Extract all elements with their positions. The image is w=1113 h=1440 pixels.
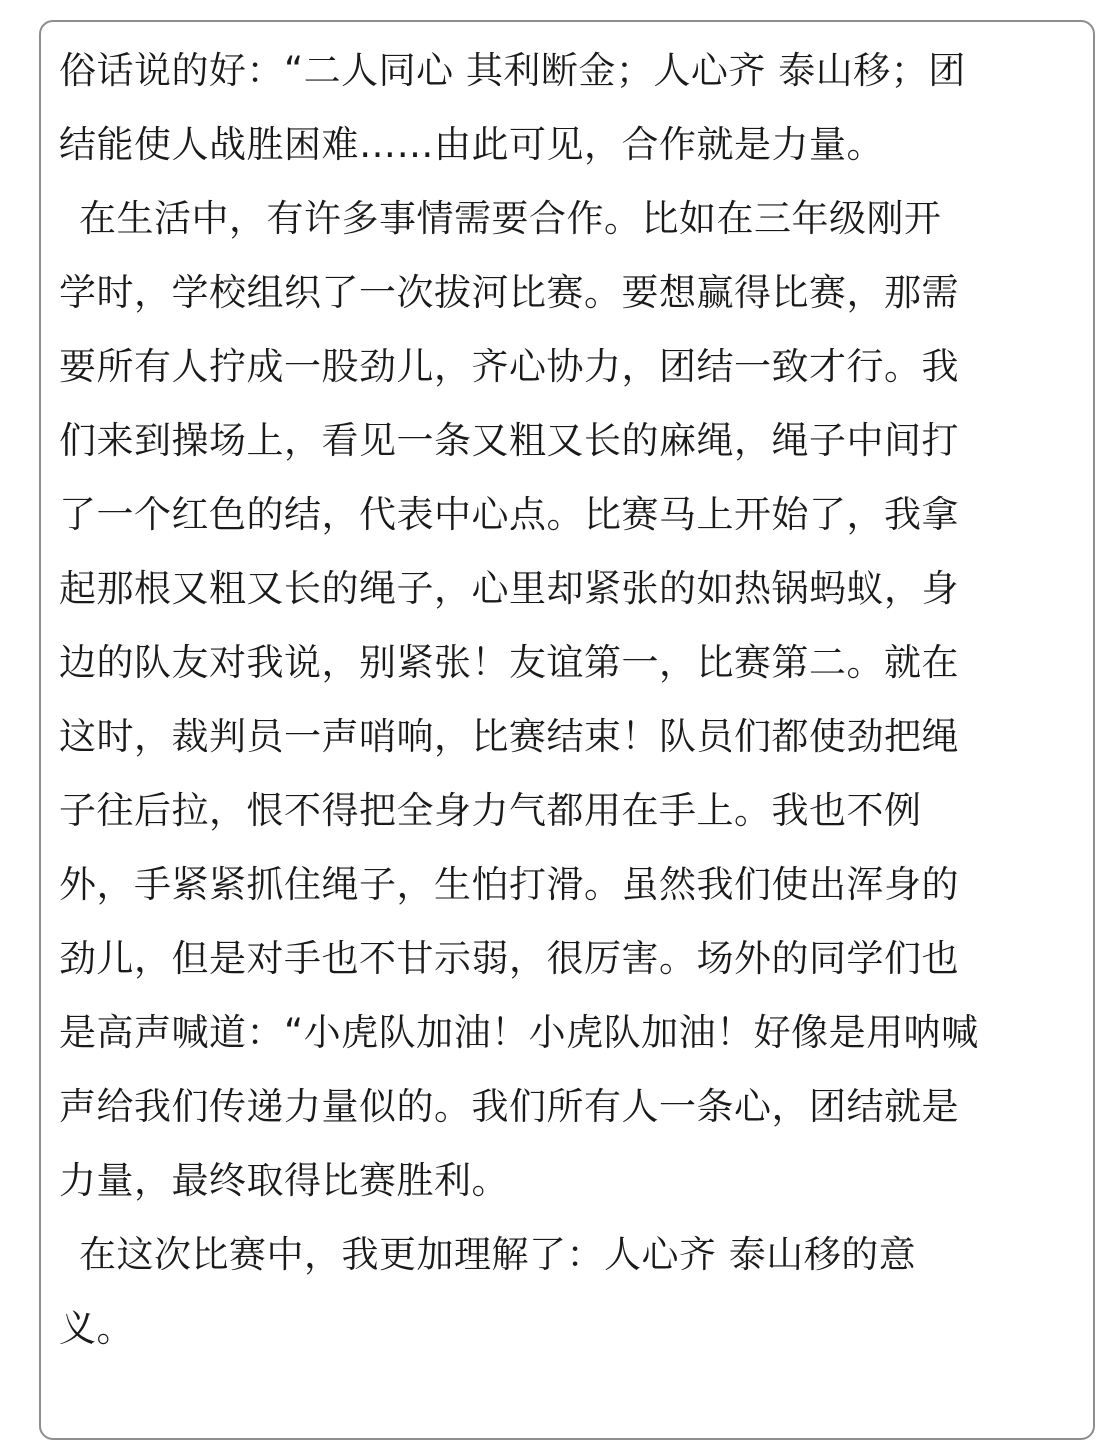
text-box (39, 20, 1095, 1440)
essay-line: 要所有人拧成一股劲儿，齐心协力，团结一致才行。我 (59, 345, 959, 388)
essay-line: 这时，裁判员一声哨响，比赛结束！队员们都使劲把绳 (59, 715, 959, 758)
essay-line: 起那根又粗又长的绳子，心里却紧张的如热锅蚂蚁，身 (59, 567, 959, 610)
essay-line: 外，手紧紧抓住绳子，生怕打滑。虽然我们使出浑身的 (59, 863, 959, 906)
essay-line: 义。 (59, 1307, 134, 1350)
essay-line: 劲儿，但是对手也不甘示弱，很厉害。场外的同学们也 (59, 937, 959, 980)
essay-line: 声给我们传递力量似的。我们所有人一条心，团结就是 (59, 1085, 959, 1128)
essay-line: 是高声喊道：“小虎队加油！小虎队加油！好像是用呐喊 (59, 1011, 979, 1054)
essay-line: 边的队友对我说，别紧张！友谊第一，比赛第二。就在 (59, 641, 959, 684)
essay-text (59, 34, 1079, 1366)
essay-line: 俗话说的好：“二人同心 其利断金；人心齐 泰山移；团 (59, 49, 966, 92)
essay-line: 了一个红色的结，代表中心点。比赛马上开始了，我拿 (59, 493, 959, 536)
essay-line: 力量，最终取得比赛胜利。 (59, 1159, 509, 1202)
essay-line: 在生活中，有许多事情需要合作。比如在三年级刚开 (79, 197, 942, 240)
essay-line: 子往后拉，恨不得把全身力气都用在手上。我也不例 (59, 789, 922, 832)
essay-line: 们来到操场上，看见一条又粗又长的麻绳，绳子中间打 (59, 419, 959, 462)
essay-line: 学时，学校组织了一次拔河比赛。要想赢得比赛，那需 (59, 271, 959, 314)
essay-line: 结能使人战胜困难……由此可见，合作就是力量。 (59, 123, 884, 166)
essay-line: 在这次比赛中，我更加理解了：人心齐 泰山移的意 (79, 1233, 917, 1276)
